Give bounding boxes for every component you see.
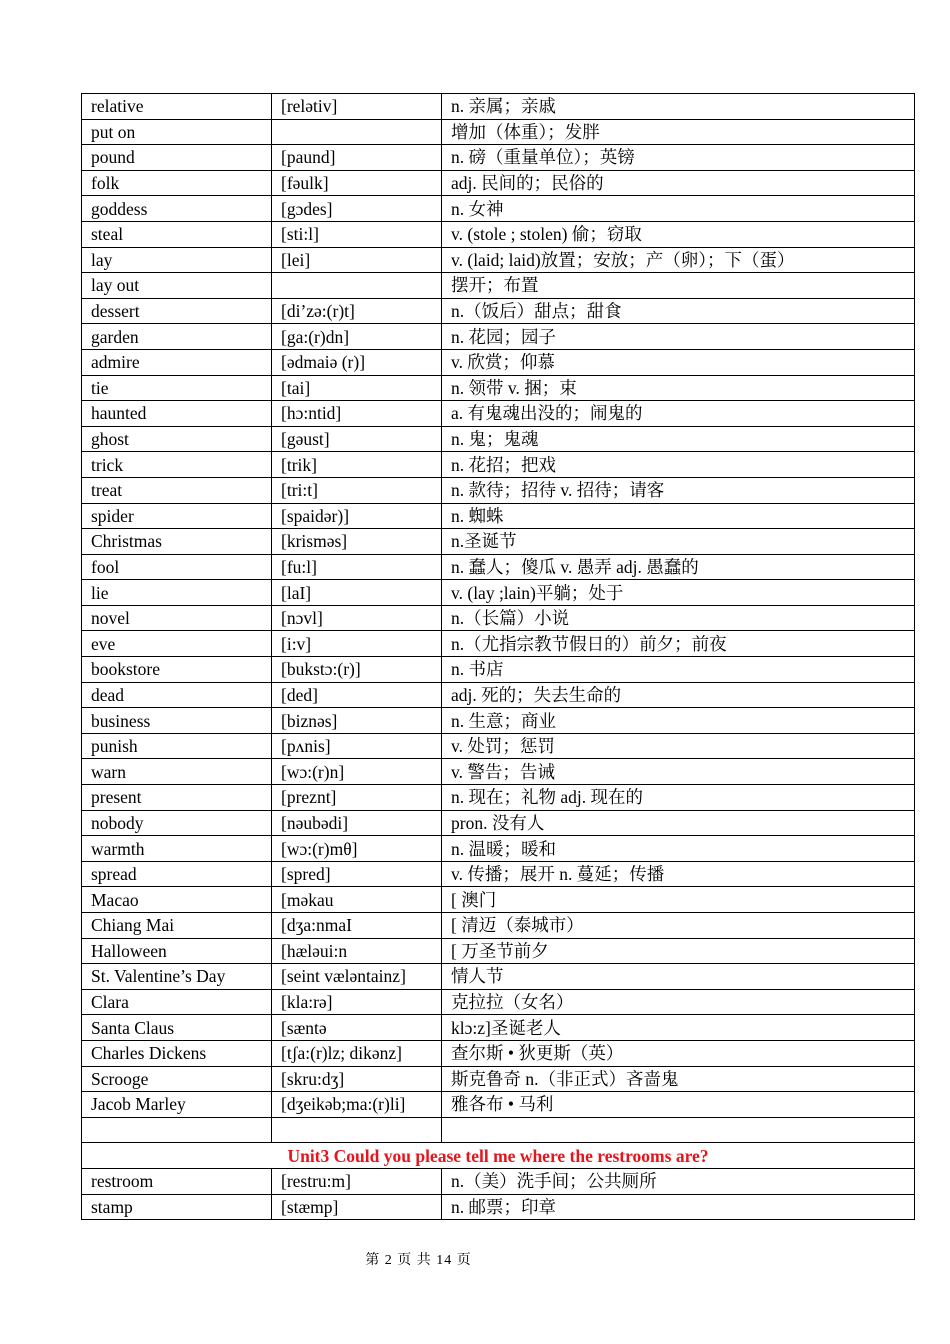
word-cell: trick: [82, 452, 272, 478]
meaning-cell: [ 清迈（泰城市）: [442, 913, 915, 939]
word-cell: business: [82, 708, 272, 734]
phonetic-cell: [ded]: [272, 682, 442, 708]
meaning-cell: n.（尤指宗教节假日的）前夕；前夜: [442, 631, 915, 657]
vocab-row: [82, 938, 915, 964]
meaning-cell: v. 欣赏；仰慕: [442, 349, 915, 375]
phonetic-cell: [272, 119, 442, 145]
meaning-cell: n. 书店: [442, 657, 915, 683]
phonetic-cell: [tʃa:(r)lz; dikənz]: [272, 1040, 442, 1066]
word-cell: dessert: [82, 298, 272, 324]
phonetic-cell: [wɔ:(r)n]: [272, 759, 442, 785]
word-cell: treat: [82, 477, 272, 503]
meaning-cell: n. 花园；园子: [442, 324, 915, 350]
vocab-row: [82, 605, 915, 631]
vocab-row: [82, 247, 915, 273]
vocab-row: [82, 631, 915, 657]
meaning-cell: v. 警告；告诫: [442, 759, 915, 785]
meaning-cell: 查尔斯 • 狄更斯（英）: [442, 1040, 915, 1066]
vocab-row: [82, 989, 915, 1015]
word-cell: folk: [82, 170, 272, 196]
vocab-row: [82, 426, 915, 452]
phonetic-cell: [ədmaiə (r)]: [272, 349, 442, 375]
vocab-row: [82, 964, 915, 990]
word-cell: pound: [82, 145, 272, 171]
meaning-cell: [ 万圣节前夕: [442, 938, 915, 964]
meaning-cell: n. 温暖；暖和: [442, 836, 915, 862]
vocab-row: [82, 1015, 915, 1041]
meaning-cell: n. 领带 v. 捆；束: [442, 375, 915, 401]
vocab-row: [82, 324, 915, 350]
meaning-cell: n. 花招；把戏: [442, 452, 915, 478]
word-cell: Clara: [82, 989, 272, 1015]
word-cell: warn: [82, 759, 272, 785]
word-cell: St. Valentine’s Day: [82, 964, 272, 990]
phonetic-cell: [laI]: [272, 580, 442, 606]
phonetic-cell: [dʒa:nmaI: [272, 913, 442, 939]
phonetic-cell: [272, 273, 442, 299]
word-cell: ghost: [82, 426, 272, 452]
meaning-cell: v. (lay ;lain)平躺；处于: [442, 580, 915, 606]
vocab-row: [82, 145, 915, 171]
vocab-row: [82, 273, 915, 299]
phonetic-cell: [wɔ:(r)mθ]: [272, 836, 442, 862]
vocab-row: [82, 221, 915, 247]
vocab-row: [82, 708, 915, 734]
meaning-cell: n.（美）洗手间；公共厕所: [442, 1168, 915, 1194]
phonetic-cell: [fu:l]: [272, 554, 442, 580]
vocab-row: [82, 861, 915, 887]
meaning-cell: [ 澳门: [442, 887, 915, 913]
meaning-cell: adj. 死的；失去生命的: [442, 682, 915, 708]
phonetic-cell: [restru:m]: [272, 1168, 442, 1194]
word-cell: garden: [82, 324, 272, 350]
meaning-cell: n. 邮票；印章: [442, 1194, 915, 1220]
phonetic-cell: [hɔ:ntid]: [272, 401, 442, 427]
unit-heading: Unit3 Could you please tell me where the restrooms are?: [82, 1143, 915, 1169]
vocab-row: [82, 1066, 915, 1092]
phonetic-cell: [lei]: [272, 247, 442, 273]
phonetic-cell: [tai]: [272, 375, 442, 401]
phonetic-cell: [məkau: [272, 887, 442, 913]
word-cell: goddess: [82, 196, 272, 222]
vocab-row: [82, 580, 915, 606]
meaning-cell: 增加（体重）；发胖: [442, 119, 915, 145]
phonetic-cell: [stæmp]: [272, 1194, 442, 1220]
phonetic-cell: [spred]: [272, 861, 442, 887]
word-cell: spider: [82, 503, 272, 529]
word-cell: [82, 1117, 272, 1143]
meaning-cell: 克拉拉（女名）: [442, 989, 915, 1015]
meaning-cell: 斯克鲁奇 n.（非正式）吝啬鬼: [442, 1066, 915, 1092]
word-cell: put on: [82, 119, 272, 145]
meaning-cell: n. 女神: [442, 196, 915, 222]
word-cell: lay out: [82, 273, 272, 299]
phonetic-cell: [gəust]: [272, 426, 442, 452]
word-cell: lie: [82, 580, 272, 606]
vocab-row: [82, 759, 915, 785]
word-cell: fool: [82, 554, 272, 580]
vocab-row: [82, 887, 915, 913]
word-cell: punish: [82, 733, 272, 759]
phonetic-cell: [trik]: [272, 452, 442, 478]
word-cell: dead: [82, 682, 272, 708]
meaning-cell: n. 生意；商业: [442, 708, 915, 734]
meaning-cell: n. 蠢人；傻瓜 v. 愚弄 adj. 愚蠢的: [442, 554, 915, 580]
page-footer: 第 2 页 共 14 页: [365, 1253, 472, 1268]
meaning-cell: n.圣诞节: [442, 529, 915, 555]
meaning-cell: v. (stole ; stolen) 偷；窃取: [442, 221, 915, 247]
vocab-row: [82, 913, 915, 939]
word-cell: lay: [82, 247, 272, 273]
vocab-row: [82, 477, 915, 503]
meaning-cell: 摆开；布置: [442, 273, 915, 299]
phonetic-cell: [preznt]: [272, 785, 442, 811]
word-cell: Scrooge: [82, 1066, 272, 1092]
vocab-row: [82, 1092, 915, 1118]
meaning-cell: n. 蜘蛛: [442, 503, 915, 529]
vocab-row: [82, 1194, 915, 1220]
meaning-cell: 情人节: [442, 964, 915, 990]
phonetic-cell: [dʒeikəb;ma:(r)li]: [272, 1092, 442, 1118]
word-cell: Christmas: [82, 529, 272, 555]
word-cell: Macao: [82, 887, 272, 913]
vocab-row: [82, 196, 915, 222]
vocab-row: [82, 401, 915, 427]
vocab-row: [82, 170, 915, 196]
vocab-row: [82, 529, 915, 555]
meaning-cell: v. (laid; laid)放置；安放；产（卵）；下（蛋）: [442, 247, 915, 273]
word-cell: nobody: [82, 810, 272, 836]
meaning-cell: n.（长篇）小说: [442, 605, 915, 631]
word-cell: steal: [82, 221, 272, 247]
meaning-cell: pron. 没有人: [442, 810, 915, 836]
meaning-cell: 雅各布 • 马利: [442, 1092, 915, 1118]
vocabulary-table: [81, 93, 915, 1220]
vocab-row: [82, 1040, 915, 1066]
vocab-row: [82, 785, 915, 811]
word-cell: admire: [82, 349, 272, 375]
word-cell: tie: [82, 375, 272, 401]
vocab-row: [82, 298, 915, 324]
vocab-row: [82, 836, 915, 862]
word-cell: warmth: [82, 836, 272, 862]
meaning-cell: n. 磅（重量单位）；英镑: [442, 145, 915, 171]
vocab-row: [82, 94, 915, 120]
word-cell: eve: [82, 631, 272, 657]
phonetic-cell: [tri:t]: [272, 477, 442, 503]
word-cell: haunted: [82, 401, 272, 427]
meaning-cell: n. 鬼；鬼魂: [442, 426, 915, 452]
vocab-row: [82, 1168, 915, 1194]
word-cell: bookstore: [82, 657, 272, 683]
meaning-cell: n.（饭后）甜点；甜食: [442, 298, 915, 324]
phonetic-cell: [di’zə:(r)t]: [272, 298, 442, 324]
word-cell: novel: [82, 605, 272, 631]
meaning-cell: adj. 民间的；民俗的: [442, 170, 915, 196]
vocab-row: [82, 733, 915, 759]
meaning-cell: n. 款待；招待 v. 招待；请客: [442, 477, 915, 503]
phonetic-cell: [seint væləntainz]: [272, 964, 442, 990]
phonetic-cell: [ga:(r)dn]: [272, 324, 442, 350]
meaning-cell: n. 亲属；亲戚: [442, 94, 915, 120]
vocab-row: [82, 657, 915, 683]
phonetic-cell: [nɔvl]: [272, 605, 442, 631]
vocab-row: [82, 1117, 915, 1143]
unit-heading-section: [82, 1143, 915, 1169]
word-cell: restroom: [82, 1168, 272, 1194]
vocab-row: [82, 682, 915, 708]
phonetic-cell: [relətiv]: [272, 94, 442, 120]
vocab-row: [82, 119, 915, 145]
meaning-cell: v. 处罚；惩罚: [442, 733, 915, 759]
vocabulary-table-body: [82, 94, 915, 1143]
meaning-cell: n. 现在；礼物 adj. 现在的: [442, 785, 915, 811]
phonetic-cell: [krisməs]: [272, 529, 442, 555]
vocab-row: [82, 554, 915, 580]
vocab-row: [82, 375, 915, 401]
phonetic-cell: [kla:rə]: [272, 989, 442, 1015]
vocabulary-table-body-unit3: [82, 1168, 915, 1219]
vocab-row: [82, 349, 915, 375]
vocab-row: [82, 503, 915, 529]
meaning-cell: [442, 1117, 915, 1143]
phonetic-cell: [gɔdes]: [272, 196, 442, 222]
word-cell: Jacob Marley: [82, 1092, 272, 1118]
phonetic-cell: [skru:dʒ]: [272, 1066, 442, 1092]
phonetic-cell: [pʌnis]: [272, 733, 442, 759]
word-cell: Chiang Mai: [82, 913, 272, 939]
vocab-row: [82, 810, 915, 836]
phonetic-cell: [i:v]: [272, 631, 442, 657]
word-cell: spread: [82, 861, 272, 887]
meaning-cell: klɔ:z]圣诞老人: [442, 1015, 915, 1041]
word-cell: stamp: [82, 1194, 272, 1220]
phonetic-cell: [272, 1117, 442, 1143]
vocab-row: [82, 452, 915, 478]
word-cell: present: [82, 785, 272, 811]
phonetic-cell: [bukstɔ:(r)]: [272, 657, 442, 683]
phonetic-cell: [sti:l]: [272, 221, 442, 247]
word-cell: Santa Claus: [82, 1015, 272, 1041]
phonetic-cell: [sæntə: [272, 1015, 442, 1041]
phonetic-cell: [paund]: [272, 145, 442, 171]
meaning-cell: v. 传播；展开 n. 蔓延；传播: [442, 861, 915, 887]
phonetic-cell: [nəubədi]: [272, 810, 442, 836]
phonetic-cell: [hæləui:n: [272, 938, 442, 964]
phonetic-cell: [spaidər)]: [272, 503, 442, 529]
word-cell: Halloween: [82, 938, 272, 964]
word-cell: Charles Dickens: [82, 1040, 272, 1066]
phonetic-cell: [fəulk]: [272, 170, 442, 196]
meaning-cell: a. 有鬼魂出没的；闹鬼的: [442, 401, 915, 427]
word-cell: relative: [82, 94, 272, 120]
unit-heading-row: [82, 1143, 915, 1169]
phonetic-cell: [biznəs]: [272, 708, 442, 734]
